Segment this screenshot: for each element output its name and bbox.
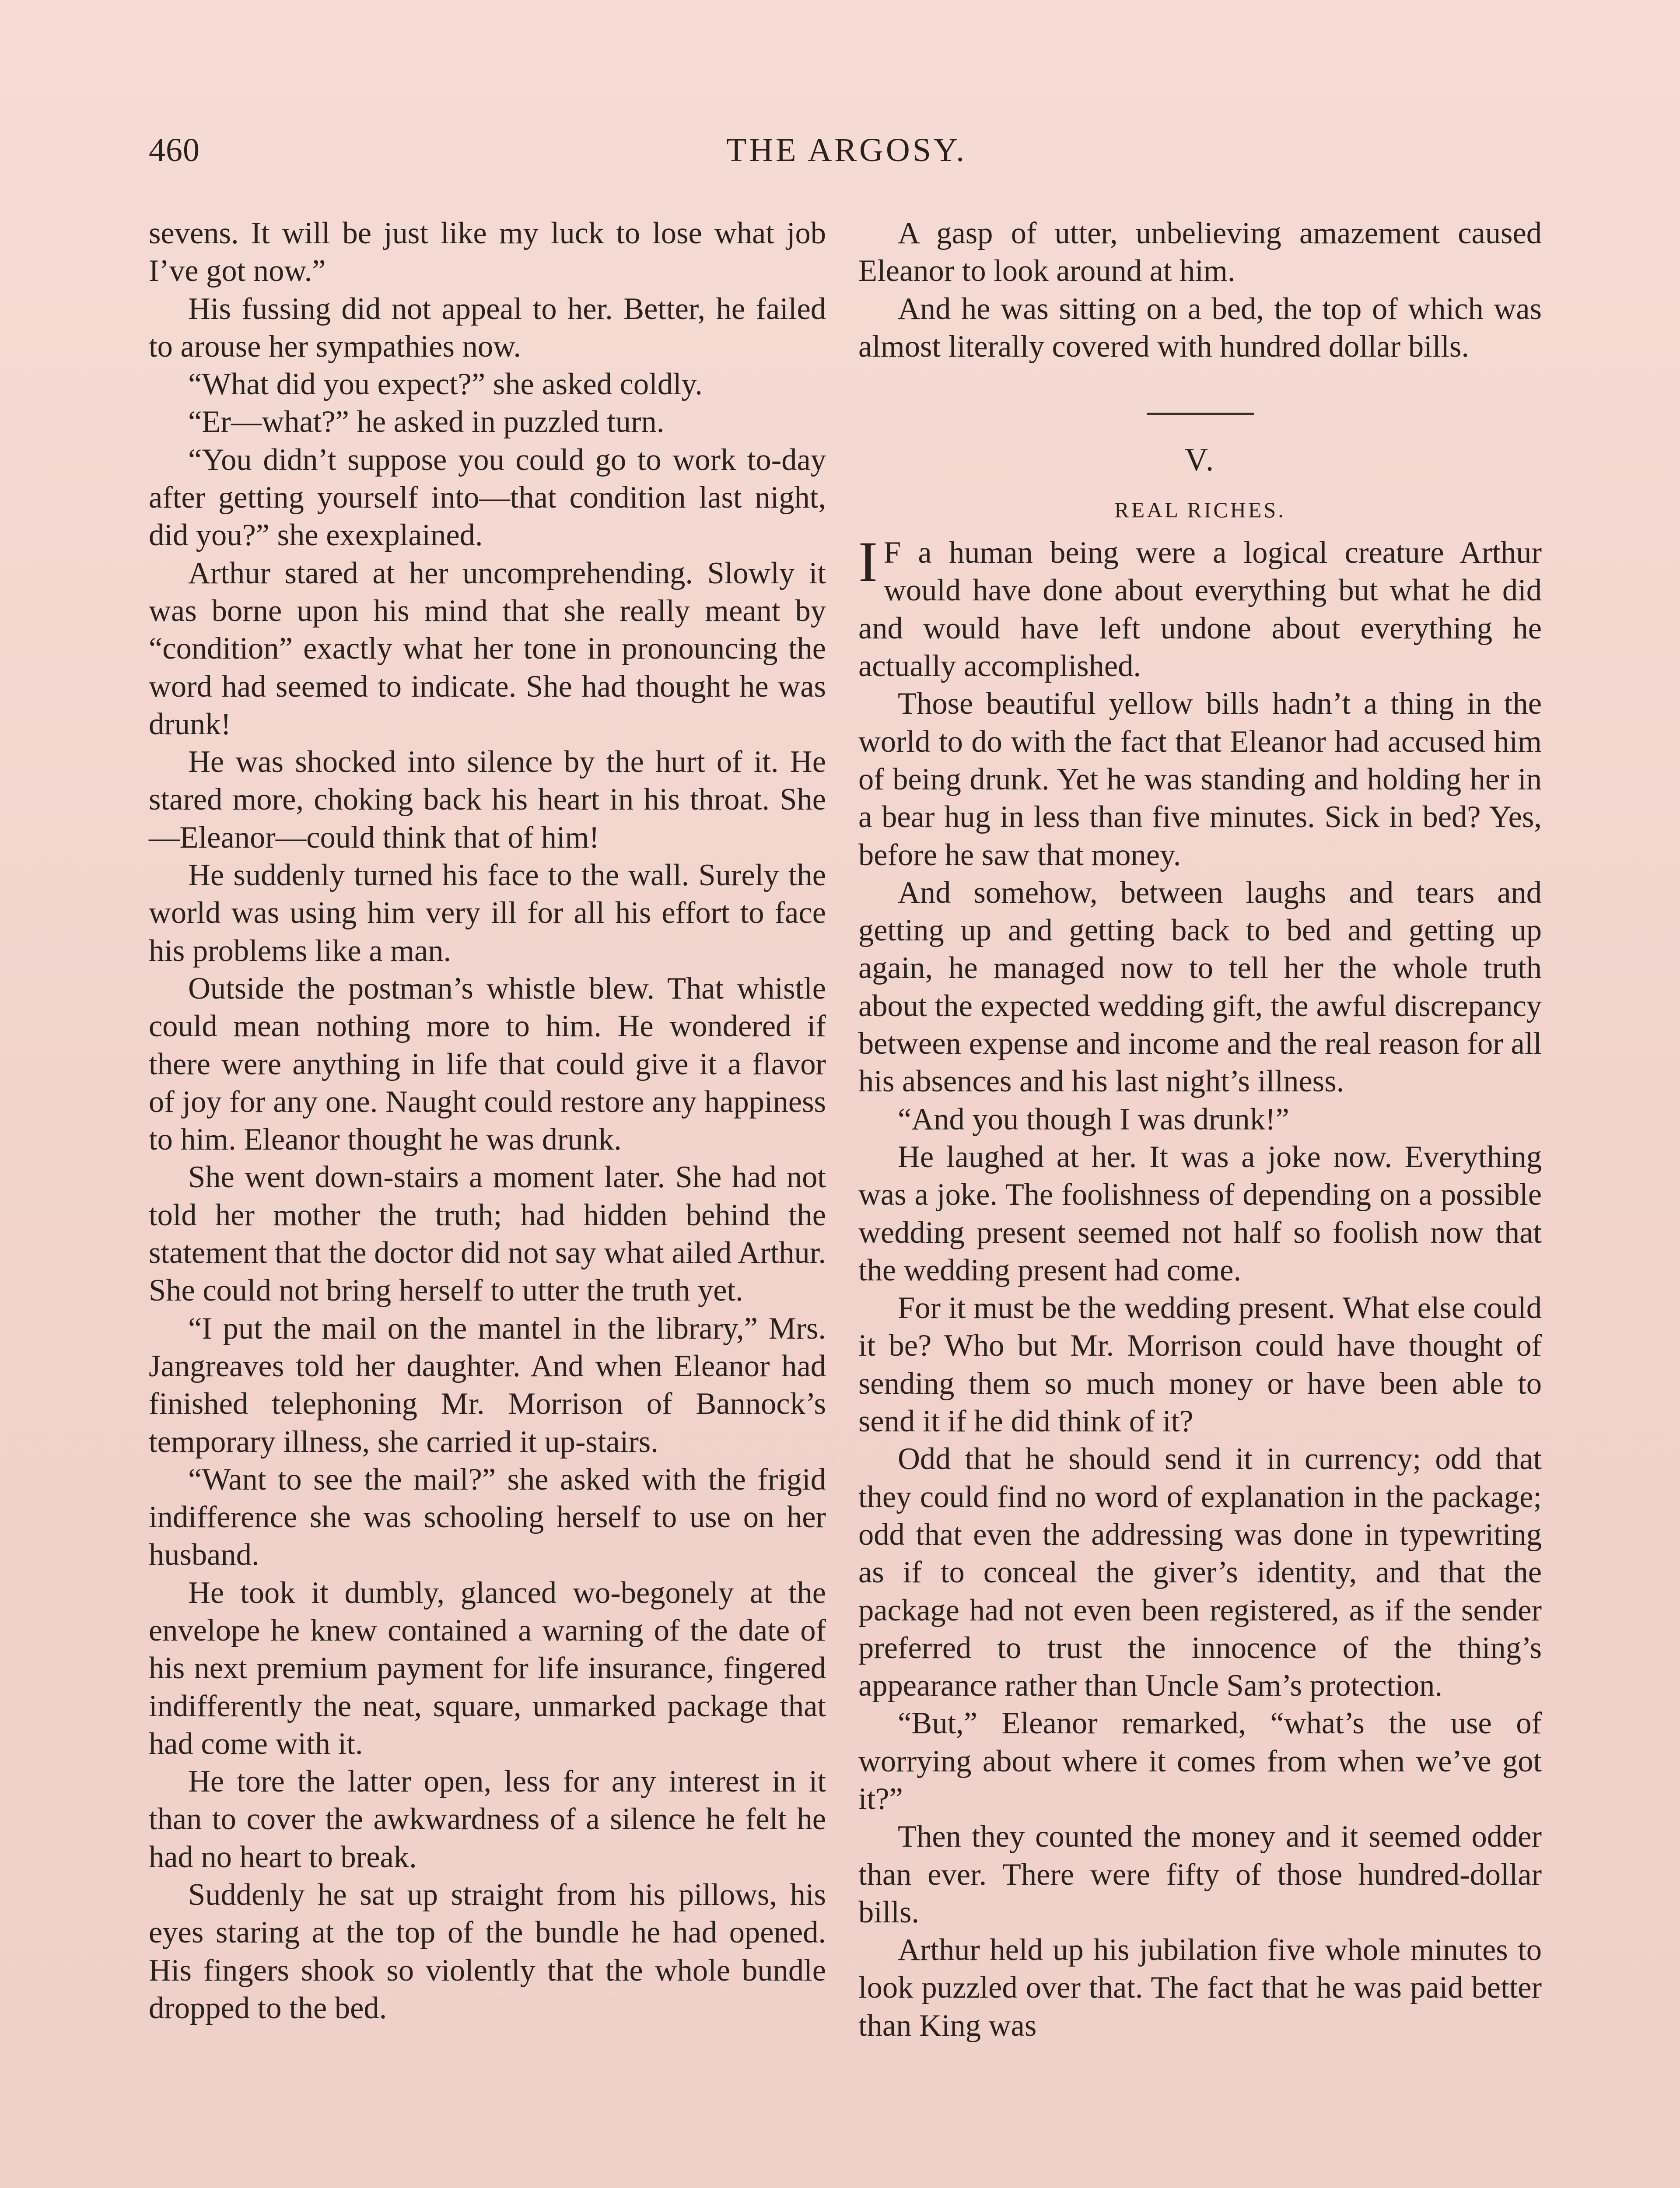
- paragraph: Arthur stared at her uncomprehending. Slowly it was borne upon his mind that she really meant by “condition” exactly what her tone in pronouncing the word had seemed to indicate. She had thought he was drunk!: [149, 556, 826, 741]
- paragraph: His fussing did not appeal to her. Better, he failed to arouse her sympathies now.: [149, 291, 826, 364]
- right-column: [858, 214, 1542, 2044]
- paragraph: He laughed at her. It was a joke now. Everything was a joke. The foolishness of depending on a possible wedding present seemed not half so foolish now that the wedding present had come.: [858, 1140, 1542, 1287]
- opening-paragraph: [858, 529, 1542, 685]
- left-column: [149, 214, 826, 2027]
- paragraph: “And you though I was drunk!”: [898, 1102, 1289, 1136]
- paragraph: Those beautiful yellow bills hadn’t a thing in the world to do with the fact that Eleanor had accused him of being drunk. Yet he was standing and holding her in a bear hug in less than five minutes. Sick in bed? Yes, before he saw that money.: [858, 687, 1542, 872]
- paragraph: Suddenly he sat up straight from his pillows, his eyes staring at the top of the bundle he had opened. His fingers shook so violently that the whole bundle dropped to the bed.: [149, 1878, 826, 2025]
- paragraph: He suddenly turned his face to the wall. Surely the world was using him very ill for all his effort to face his problems like a man.: [149, 858, 826, 968]
- paragraph: “But,” Eleanor remarked, “what’s the use of worrying about where it comes from when we’ve got it?”: [858, 1706, 1542, 1816]
- paragraph: He was shocked into silence by the hurt of it. He stared more, choking back his heart in his throat. She—Eleanor—could think that of him!: [149, 745, 826, 855]
- paragraph: And he was sitting on a bed, the top of which was almost literally covered with hundred dollar bills.: [858, 291, 1542, 364]
- paragraph: Odd that he should send it in currency; odd that they could find no word of explanation in the package; odd that even the addressing was done in typewriting as if to conceal the giver’s identity, and that the package had not even been registered, as if the sender preferred to trust the innocence of the thing’s appearance rather than Uncle Sam’s protection.: [858, 1442, 1542, 1703]
- paragraph: Outside the postman’s whistle blew. That whistle could mean nothing more to him. He wondered if there were anything in life that could give it a flavor of joy for any one. Naught could restore any happiness to him. Eleanor thought he was drunk.: [149, 971, 826, 1157]
- paragraph: “I put the mail on the mantel in the library,” Mrs. Jangreaves told her daughter. And when Eleanor had finished telephoning Mr. Morrison of Bannock’s temporary illness, she carried it up-stairs.: [149, 1311, 826, 1459]
- paragraph: She went down-stairs a moment later. She had not told her mother the truth; had hidden behind the statement that the doctor did not say what ailed Arthur. She could not bring herself to utter the truth yet.: [149, 1160, 826, 1308]
- drop-cap: I: [858, 529, 878, 594]
- chapter-title: REAL RICHES.: [1114, 498, 1286, 522]
- paragraph: “Want to see the mail?” she asked with the frigid indifference she was schooling herself to use on her husband.: [149, 1462, 826, 1572]
- chapter-number: V.: [1184, 442, 1216, 478]
- paragraph: “What did you expect?” she asked coldly.: [188, 367, 703, 402]
- paragraph: sevens. It will be just like my luck to lose what job I’ve got now.”: [149, 216, 826, 288]
- page-header: [149, 131, 1544, 179]
- paragraph: “Er—what?” he asked in puzzled turn.: [188, 405, 665, 439]
- paragraph: He took it dumbly, glanced wo-begonely at the envelope he knew contained a warning of the date of his next premium payment for life insurance, fingered indifferently the neat, square, unmarked package that had come with it.: [149, 1575, 826, 1761]
- paragraph: Then they counted the money and it seemed odder than ever. There were fifty of those hundred-dollar bills.: [858, 1820, 1542, 1929]
- paragraph: “You didn’t suppose you could go to work to-day after getting yourself into—that condition last night, did you?” she exexplained.: [149, 442, 826, 553]
- paragraph: He tore the latter open, less for any interest in it than to cover the awkwardness of a silence he felt he had no heart to break.: [149, 1764, 826, 1874]
- paragraph: A gasp of utter, unbelieving amazement caused Eleanor to look around at him.: [858, 216, 1542, 288]
- section-divider: [1147, 413, 1254, 415]
- page-number: 460: [149, 132, 200, 168]
- paragraph: For it must be the wedding present. What else could it be? Who but Mr. Morrison could have thought of sending them so much money or have been able to send it if he did think of it?: [858, 1291, 1542, 1439]
- opening-paragraph-text: F a human being were a logical creature Arthur would have done about everything but what he did and would have left undone about everything he actually accomplished.: [858, 536, 1542, 684]
- paragraph: And somehow, between laughs and tears and getting up and getting back to bed and getting up again, he managed now to tell her the whole truth about the expected wedding gift, the awful discrepancy between expense and income and the real reason for all his absences and his last night’s illness.: [858, 875, 1542, 1099]
- running-title: THE ARGOSY.: [726, 132, 967, 168]
- paragraph: Arthur held up his jubilation five whole minutes to look puzzled over that. The fact that he was paid better than King was: [858, 1933, 1542, 2043]
